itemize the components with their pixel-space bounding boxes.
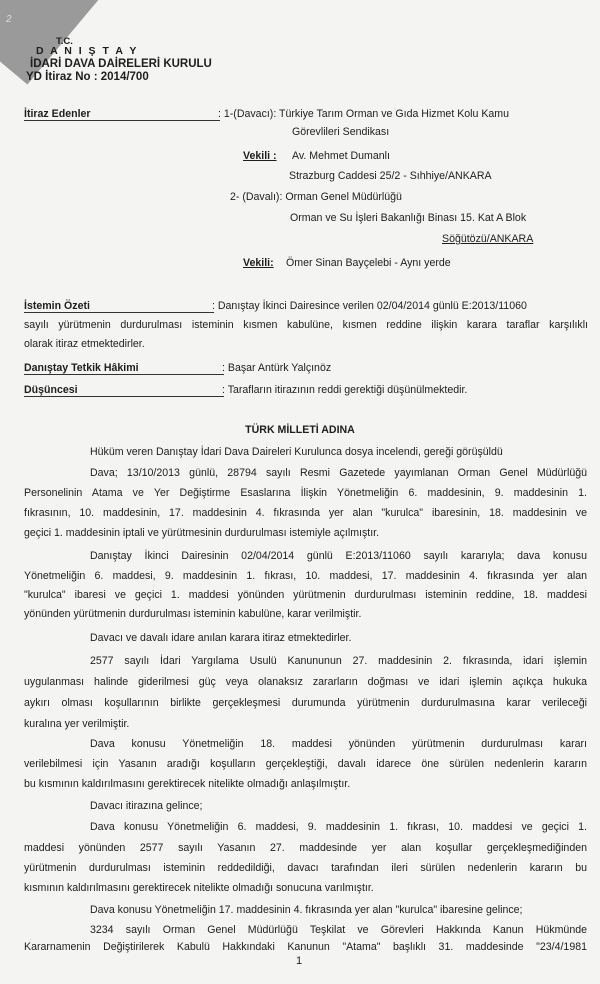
body-p2-line2: Personelinin Atama ve Yer Değiştirme Esaslarına İlişkin Yönetmeliğin 6. maddesinin, 9. maddesinin 1. (24, 487, 587, 499)
body-p5-line2: uygulanması halinde giderilmesi güç veya olanaksız zararların doğması ve idari işlemin açıkça hukuka (24, 676, 587, 688)
body-p6-line2: verilebilmesi için Yasanın aradığı koşulların gerçekleştiği, davalı idarece öne sürülen nedenlerin kararın (24, 758, 587, 770)
body-p3-line3: "kurulca" ibaresi ve geçici 1. maddesi yönünden yürütmenin durdurulması isteminin reddine, 18. maddesi (24, 589, 587, 601)
opinion-label: Düşüncesi (24, 384, 78, 396)
body-p8-line3: yürütmenin durdurulması isteminin reddedildiği, davacı tarafından ileri sürülen nedenlerin kararın bu (24, 862, 587, 874)
party1-address: Strazburg Caddesi 25/2 - Sıhhiye/ANKARA (289, 170, 492, 182)
body-p5-line1: 2577 sayılı İdari Yargılama Usulü Kanununun 27. maddesinin 2. fıkrasında, idari işlemin (90, 655, 587, 667)
summary-underline (24, 312, 214, 313)
document-title: TÜRK MİLLETİ ADINA (245, 424, 355, 436)
body-p8-line1: Dava konusu Yönetmeliğin 6. maddesi, 9. maddesinin 1. fıkrası, 10. maddesi ve geçici 1. (90, 821, 587, 833)
summary-line2: sayılı yürütmenin durdurulması isteminin kısmen kabulüne, kısmen reddine ilişkin karara taraflar karşılıklı (24, 319, 588, 331)
body-p10-line1: 3234 sayılı Orman Genel Müdürlüğü Teşkilat ve Görevleri Hakkında Kanun Hükmünde (90, 924, 587, 936)
body-p9: Dava konusu Yönetmeliğin 17. maddesinin 4. fıkrasında yer alan "kurulca" ibaresine gelince; (90, 904, 523, 916)
body-p7: Davacı itirazına gelince; (90, 800, 203, 812)
body-p5-line4: kuralına yer verilmiştir. (24, 718, 130, 730)
body-p1: Hüküm veren Danıştay İdari Dava Daireleri Kurulunca dosya incelendi, gereği görüşüldü (90, 446, 503, 458)
body-p3-line2: Yönetmeliğin 6. maddesi, 9. maddesinin 1. fıkrası, 10. maddesi, 17. maddesinin 4. fıkrasında yer alan (24, 570, 587, 582)
parties-underline (24, 120, 220, 121)
summary-label: İstemin Özeti (24, 300, 90, 312)
body-p3-line1: Danıştay İkinci Dairesinin 02/04/2014 günlü E:2013/11060 sayılı kararıyla; dava konusu (90, 550, 587, 562)
body-p3-line4: yönünden yürütmenin durdurulması isteminin kabulüne, karar verilmiştir. (24, 608, 362, 620)
party2-vekil-name: Ömer Sinan Bayçelebi - Aynı yerde (286, 257, 451, 269)
opinion-value: : Tarafların itirazının reddi gerektiği düşünülmektedir. (222, 384, 468, 396)
party2-line2: Orman ve Su İşleri Bakanlığı Binası 15. Kat A Blok (290, 212, 527, 224)
body-p2-line3: fıkrasının, 10. maddesinin, 17. maddesinin 4. fıkrasında yer alan "kurulca" ibaresinin, 18. maddesinin ve (24, 507, 587, 519)
body-p6-line1: Dava konusu Yönetmeliğin 18. maddesi yönünden yürütmenin durdurulması kararı (90, 738, 587, 750)
header-board: İDARİ DAVA DAİRELERİ KURULU (30, 58, 212, 70)
corner-mark: 2 (6, 14, 12, 25)
body-p8-line4: kısmının kaldırılmasını gerektirecek nitelikte olmadığı sonucuna varılmıştır. (24, 882, 374, 894)
body-p2-line1: Dava; 13/10/2013 günlü, 28794 sayılı Resmi Gazetede yayımlanan Orman Genel Müdürlüğü (90, 467, 587, 479)
header-file-no: YD İtiraz No : 2014/700 (26, 71, 149, 83)
judge-value: : Başar Antürk Yalçınöz (222, 362, 332, 374)
header-court: D A N I Ş T A Y (36, 45, 139, 57)
body-p4: Davacı ve davalı idare anılan karara itiraz etmektedirler. (90, 632, 352, 644)
summary-line3: olarak itiraz etmektedirler. (24, 338, 145, 350)
party1-vekil-label: Vekili : (243, 150, 277, 162)
body-p10-line2: Kararnamenin Değiştirilerek Kabulü Hakkındaki Kanunun "Atama" başlıklı 31. maddesinde "23/4/1981 (24, 941, 587, 953)
header-tc: T.C. (56, 36, 73, 47)
party2-vekil-label: Vekili: (243, 257, 274, 269)
judge-underline (24, 374, 224, 375)
body-p5-line3: aykırı olması koşullarının birlikte gerçekleşmesi durumunda yürütmenin durdurulmasına karar verileceği (24, 697, 587, 709)
parties-label: İtiraz Edenler (24, 108, 91, 120)
party1-vekil-name: Av. Mehmet Dumanlı (292, 150, 390, 162)
body-p2-line4: geçici 1. maddesinin iptali ve yürütmesinin durdurulması istemiyle açılmıştır. (24, 527, 380, 539)
judge-label: Danıştay Tetkik Hâkimi (24, 362, 139, 374)
party2-line1: 2- (Davalı): Orman Genel Müdürlüğü (230, 191, 402, 203)
body-p6-line3: bu kısmının kaldırılmasını gerektirecek nitelikte olmadığı anlaşılmıştır. (24, 778, 351, 790)
party1-line1: : 1-(Davacı): Türkiye Tarım Orman ve Gıda Hizmet Kolu Kamu (218, 108, 510, 120)
party1-line2: Görevlileri Sendikası (292, 126, 390, 138)
page-number: 1 (296, 955, 303, 967)
summary-line1: : Danıştay İkinci Dairesince verilen 02/04/2014 günlü E:2013/11060 (212, 300, 527, 312)
body-p8-line2: maddesi yönünden 2577 sayılı Yasanın 27. maddesinde yer alan koşullar gerçekleşmediğinden (24, 842, 587, 854)
party2-line3: Söğütözü/ANKARA (442, 233, 534, 245)
opinion-underline (24, 396, 224, 397)
